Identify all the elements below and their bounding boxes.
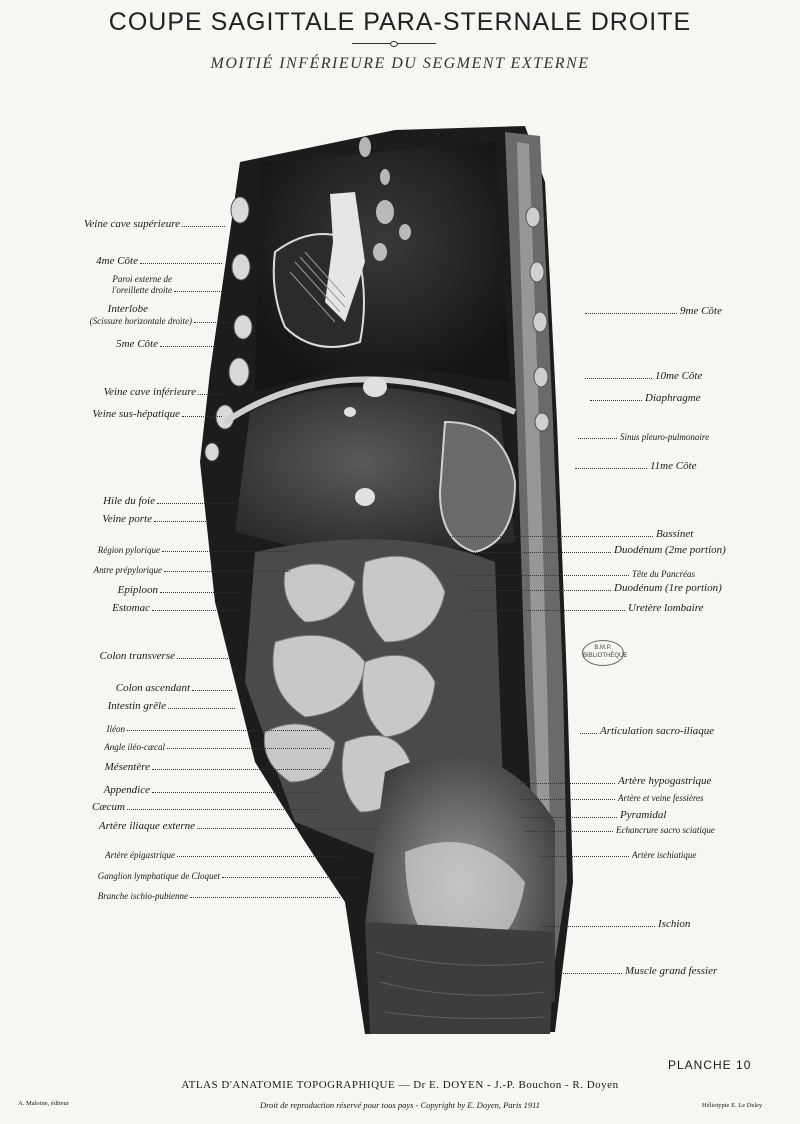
leader-line-right-13 (520, 817, 617, 818)
leader-line-left-23 (197, 828, 380, 829)
label-left-8: Veine sus-hépatique (92, 408, 180, 420)
label-left-25: Ganglion lymphatique de Cloquet (97, 871, 220, 881)
leader-line-right-10 (580, 733, 597, 734)
label-left-6: 5me Côte (116, 338, 158, 350)
page-subtitle: MOITIÉ INFÉRIEURE DU SEGMENT EXTERNE (210, 55, 590, 72)
leader-line-right-8 (470, 590, 611, 591)
leader-line-right-2 (590, 400, 642, 401)
label-right-10: Articulation sacro-iliaque (600, 725, 715, 737)
label-left-17: Intestin grêle (107, 700, 166, 712)
label-left-4: Interlobe (107, 303, 148, 315)
leader-line-left-14 (152, 610, 240, 611)
leader-line-right-9 (470, 610, 625, 611)
atlas-credit: ATLAS D'ANATOMIE TOPOGRAPHIQUE — Dr E. DOYEN - J.-P. Bouchon - R. Doyen (181, 1079, 619, 1091)
leader-line-left-24 (177, 856, 340, 857)
leader-line-right-0 (585, 313, 677, 314)
stamp-line2: BIBLIOTHÈQUE (583, 653, 628, 659)
leader-line-left-26 (190, 897, 340, 898)
leader-line-right-12 (520, 799, 615, 800)
leader-line-left-15 (177, 658, 230, 659)
leader-line-right-1 (585, 378, 652, 379)
label-right-13: Pyramidal (620, 809, 667, 821)
leader-line-right-16 (540, 926, 655, 927)
library-stamp (582, 640, 628, 666)
label-left-22: Cæcum (92, 801, 125, 813)
leader-line-left-11 (162, 551, 290, 552)
label-left-7: Veine cave inférieure (103, 386, 196, 398)
leader-line-left-18 (127, 730, 318, 731)
printer-credit: Héliotypie E. Le Deley (702, 1102, 763, 1109)
leader-line-left-6 (160, 346, 220, 347)
label-left-5: (Scissure horizontale droite) (89, 316, 192, 326)
copyright-notice: Droit de reproduction réservé pour tous pays - Copyright by E. Doyen, Paris 1911 (259, 1100, 541, 1110)
label-left-21: Appendice (103, 784, 150, 796)
label-right-6: Duodénum (2me portion) (614, 544, 726, 556)
label-left-14: Estomac (112, 602, 150, 614)
label-left-20: Mésentère (104, 761, 150, 773)
label-right-5: Bassinet (656, 528, 694, 540)
title-divider (352, 43, 436, 44)
leader-line-left-9 (157, 503, 235, 504)
leader-line-right-6 (470, 552, 611, 553)
label-left-1: 4me Côte (96, 255, 138, 267)
label-right-7: Tête du Pancréas (632, 569, 695, 579)
leader-line-right-4 (575, 468, 647, 469)
label-left-2: Paroi externe de (112, 274, 172, 284)
label-left-12: Antre prépylorique (93, 565, 162, 575)
label-left-10: Veine porte (102, 513, 152, 525)
label-right-8: Duodénum (1re portion) (614, 582, 722, 594)
label-right-0: 9me Côte (680, 305, 722, 317)
leader-line-left-17 (168, 708, 235, 709)
label-right-4: 11me Côte (650, 460, 697, 472)
label-left-3: l'oreillette droite (112, 285, 172, 295)
leader-line-left-3 (174, 291, 222, 292)
leader-line-left-8 (182, 416, 222, 417)
stamp-line1: B.M.P. (594, 645, 612, 651)
label-left-24: Artère épigastrique (105, 850, 175, 860)
anatomical-section-image (195, 122, 590, 1042)
leader-line-left-21 (152, 792, 320, 793)
leader-line-left-1 (140, 263, 222, 264)
editor-credit: A. Maloine, éditeur (18, 1100, 69, 1107)
leader-line-right-3 (578, 438, 617, 439)
label-left-26: Branche ischio-pubienne (97, 891, 188, 901)
label-left-13: Epiploon (117, 584, 158, 596)
label-right-1: 10me Côte (655, 370, 703, 382)
label-left-16: Colon ascendant (115, 682, 190, 694)
leader-line-right-15 (540, 856, 629, 857)
leader-line-right-14 (525, 831, 613, 832)
leader-line-right-5 (448, 536, 653, 537)
label-left-11: Région pylorique (97, 545, 160, 555)
leader-line-right-7 (455, 575, 629, 576)
label-right-2: Diaphragme (645, 392, 701, 404)
label-right-17: Muscle grand fessier (625, 965, 718, 977)
label-right-12: Artère et veine fessières (618, 793, 704, 803)
leader-line-left-12 (164, 571, 290, 572)
label-right-14: Echancrure sacro sciatique (616, 825, 715, 835)
label-right-3: Sinus pleuro-pulmonaire (620, 432, 710, 442)
leader-line-left-5 (194, 322, 230, 323)
plate-number: PLANCHE 10 (668, 1058, 752, 1072)
label-left-23: Artère iliaque externe (98, 820, 195, 832)
leader-line-left-19 (167, 748, 330, 749)
label-right-11: Artère hypogastrique (618, 775, 712, 787)
label-left-15: Colon transverse (99, 650, 175, 662)
leader-line-right-11 (520, 783, 615, 784)
label-right-9: Uretère lombaire (628, 602, 704, 614)
label-right-15: Artère ischiatique (632, 850, 697, 860)
page-title: COUPE SAGITTALE PARA-STERNALE DROITE (108, 8, 692, 36)
leader-line-right-17 (560, 973, 622, 974)
label-left-9: Hile du foie (103, 495, 155, 507)
leader-line-left-25 (222, 877, 360, 878)
leader-line-left-7 (198, 394, 225, 395)
label-right-16: Ischion (658, 918, 691, 930)
label-left-18: Iléon (106, 724, 125, 734)
leader-line-left-20 (152, 769, 330, 770)
leader-line-left-0 (182, 226, 225, 227)
leader-line-left-22 (127, 809, 320, 810)
label-left-0: Veine cave supérieure (83, 218, 180, 230)
leader-line-left-16 (192, 690, 232, 691)
leader-line-left-10 (154, 521, 212, 522)
label-left-19: Angle iléo-cæcal (104, 742, 165, 752)
leader-line-left-13 (160, 592, 240, 593)
